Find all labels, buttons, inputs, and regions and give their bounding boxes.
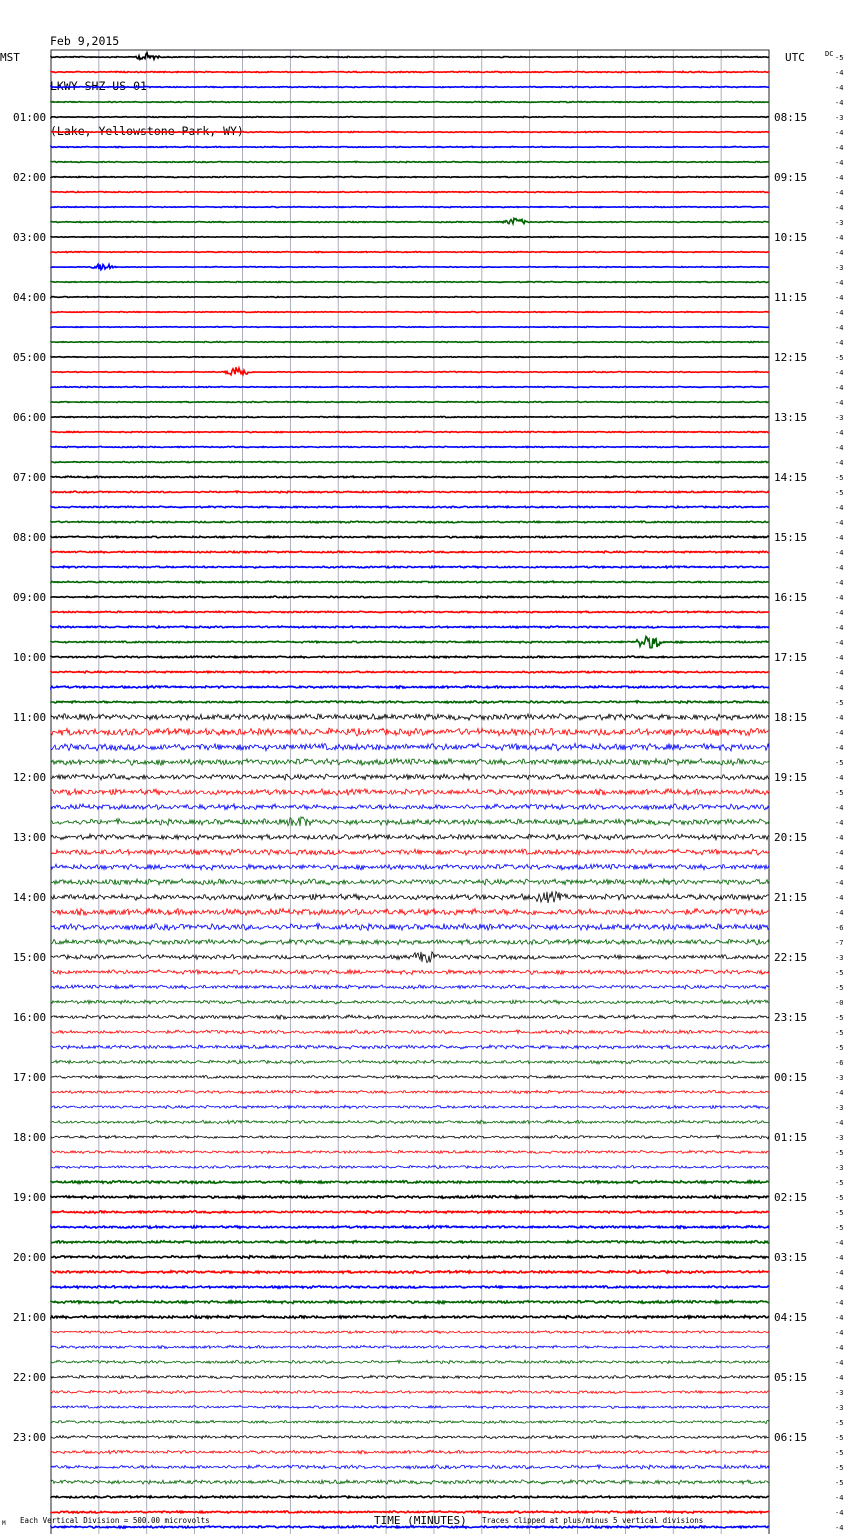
- dc-offset-label: -4: [835, 1314, 844, 1322]
- trace-line: [51, 566, 769, 568]
- trace-line: [51, 191, 769, 192]
- trace-line: [51, 581, 769, 583]
- trace-line: [51, 686, 769, 688]
- dc-offset-label: -4: [835, 459, 844, 467]
- trace-line: [51, 939, 769, 945]
- trace-line: [51, 1271, 769, 1274]
- dc-offset-label: -4: [835, 879, 844, 887]
- trace-line: [51, 908, 769, 915]
- trace-line: [51, 161, 769, 162]
- trace-line: [51, 386, 769, 387]
- dc-offset-label: -5: [835, 1149, 844, 1157]
- left-hour-label: 03:00: [13, 231, 47, 244]
- dc-offset-label: -4: [835, 159, 844, 167]
- right-hour-label: 17:15: [774, 651, 808, 664]
- left-hour-label: 13:00: [13, 831, 47, 844]
- trace-line: [51, 237, 769, 238]
- trace-line: [51, 367, 769, 375]
- trace-line: [51, 71, 769, 72]
- trace-line: [51, 1286, 769, 1288]
- dc-offset-label: -5: [835, 1224, 844, 1232]
- left-hour-label: 23:00: [13, 1431, 47, 1444]
- dc-offset-label: -5: [835, 1014, 844, 1022]
- trace-line: [51, 759, 769, 766]
- trace-line: [51, 637, 769, 648]
- trace-line: [51, 491, 769, 493]
- dc-offset-label: -4: [835, 99, 844, 107]
- dc-offset-label: -4: [835, 1494, 844, 1502]
- dc-offset-label: -4: [835, 864, 844, 872]
- dc-offset-label: -6: [835, 1059, 844, 1067]
- left-hour-label: 04:00: [13, 291, 47, 304]
- trace-line: [51, 476, 769, 478]
- trace-line: [51, 506, 769, 508]
- trace-line: [51, 446, 769, 447]
- trace-line: [51, 1480, 769, 1484]
- dc-offset-label: -5: [835, 489, 844, 497]
- left-hour-label: 19:00: [13, 1191, 47, 1204]
- trace-line: [51, 1390, 769, 1393]
- left-hour-label: 09:00: [13, 591, 47, 604]
- dc-offset-label: -4: [835, 1269, 844, 1277]
- dc-offset-label: -5: [835, 699, 844, 707]
- dc-offset-label: -4: [835, 174, 844, 182]
- dc-offset-label: -0: [835, 999, 844, 1007]
- dc-offset-label: -4: [835, 834, 844, 842]
- dc-offset-label: -4: [835, 234, 844, 242]
- dc-offset-label: -4: [835, 369, 844, 377]
- corner-mark: M: [2, 1520, 6, 1527]
- dc-offset-label: -5: [835, 1194, 844, 1202]
- right-hour-label: 16:15: [774, 591, 808, 604]
- dc-offset-label: -5: [835, 1434, 844, 1442]
- right-hour-label: 03:15: [774, 1251, 808, 1264]
- trace-line: [51, 1090, 769, 1093]
- dc-offset-label: -4: [835, 504, 844, 512]
- dc-offset-label: -4: [835, 1299, 844, 1307]
- trace-line: [51, 1030, 769, 1034]
- trace-lines: [51, 53, 769, 1534]
- dc-offset-label: -4: [835, 279, 844, 287]
- right-hour-label: 12:15: [774, 351, 808, 364]
- dc-offset-label: -4: [835, 684, 844, 692]
- trace-line: [51, 265, 769, 270]
- trace-line: [51, 1316, 769, 1319]
- left-hour-label: 16:00: [13, 1011, 47, 1024]
- trace-line: [51, 357, 769, 358]
- trace-line: [51, 970, 769, 975]
- trace-line: [51, 774, 769, 780]
- left-hour-label: 07:00: [13, 471, 47, 484]
- trace-line: [51, 551, 769, 553]
- dc-offset-label: -3: [835, 1074, 844, 1082]
- left-hour-label: 11:00: [13, 711, 47, 724]
- dc-offset-label: -4: [835, 669, 844, 677]
- trace-line: [51, 53, 769, 60]
- dc-offset-label: -4: [835, 639, 844, 647]
- trace-line: [51, 626, 769, 628]
- trace-line: [51, 1166, 769, 1169]
- dc-offset-label: -4: [835, 744, 844, 752]
- dc-offset-label: -5: [835, 789, 844, 797]
- trace-line: [51, 1015, 769, 1019]
- dc-offset-label: -4: [835, 1344, 844, 1352]
- trace-line: [51, 743, 769, 751]
- left-hour-label: 17:00: [13, 1071, 47, 1084]
- trace-line: [51, 1241, 769, 1244]
- trace-line: [51, 1211, 769, 1214]
- dc-offset-label: -4: [835, 564, 844, 572]
- trace-line: [51, 1435, 769, 1438]
- right-hour-label: 20:15: [774, 831, 808, 844]
- left-hour-label: 02:00: [13, 171, 47, 184]
- trace-line: [51, 341, 769, 342]
- dc-offset-label: -3: [835, 114, 844, 122]
- right-timezone-label: UTC: [785, 51, 805, 64]
- trace-line: [51, 671, 769, 673]
- dc-offset-label: -4: [835, 129, 844, 137]
- dc-offset-label: -4: [835, 444, 844, 452]
- right-hour-label: 08:15: [774, 111, 808, 124]
- dc-offset-label: -4: [835, 1239, 844, 1247]
- trace-line: [51, 728, 769, 736]
- left-timezone-label: MST: [0, 51, 20, 64]
- dc-offset-label: -4: [835, 294, 844, 302]
- dc-offset-label: -4: [835, 384, 844, 392]
- trace-line: [51, 1420, 769, 1423]
- right-hour-label: 15:15: [774, 531, 808, 544]
- dc-offset-label: -4: [835, 804, 844, 812]
- dc-offset-label: -4: [835, 429, 844, 437]
- trace-line: [51, 879, 769, 885]
- trace-line: [51, 431, 769, 432]
- trace-line: [51, 1345, 769, 1348]
- dc-offset-label: -5: [835, 1419, 844, 1427]
- dc-offset-label: -7: [835, 939, 844, 947]
- dc-offset-label: -4: [835, 549, 844, 557]
- dc-offset-label: -5: [835, 1179, 844, 1187]
- trace-line: [51, 1226, 769, 1229]
- dc-offset-label: -4: [835, 594, 844, 602]
- right-hour-label: 11:15: [774, 291, 808, 304]
- trace-line: [51, 1465, 769, 1469]
- dc-offset-label: -4: [835, 1254, 844, 1262]
- trace-line: [51, 611, 769, 613]
- trace-line: [51, 461, 769, 462]
- dc-offset-label: -4: [835, 1284, 844, 1292]
- dc-offset-label: -3: [835, 414, 844, 422]
- dc-offset-label: -4: [835, 204, 844, 212]
- dc-offset-label: -4: [835, 84, 844, 92]
- dc-offset-label: -4: [835, 399, 844, 407]
- dc-offset-label: -4: [835, 519, 844, 527]
- left-hour-label: 01:00: [13, 111, 47, 124]
- trace-line: [51, 1135, 769, 1138]
- dc-offset-label: -5: [835, 1029, 844, 1037]
- trace-line: [51, 701, 769, 703]
- trace-line: [51, 312, 769, 313]
- dc-offset-label: -4: [835, 249, 844, 257]
- dc-offset-label: -3: [835, 1404, 844, 1412]
- dc-offset-label: -4: [835, 1089, 844, 1097]
- x-axis-title: TIME (MINUTES): [374, 1514, 467, 1527]
- right-hour-label: 05:15: [774, 1371, 808, 1384]
- dc-offset-label: -4: [835, 309, 844, 317]
- left-hour-label: 08:00: [13, 531, 47, 544]
- trace-line: [51, 1331, 769, 1334]
- dc-offset-label: -4: [835, 144, 844, 152]
- station-label: LKWY SHZ US 01: [50, 79, 147, 93]
- dc-offset-label: -5: [835, 1449, 844, 1457]
- trace-line: [51, 834, 769, 840]
- dc-offset-label: -5: [835, 1044, 844, 1052]
- right-hour-label: 18:15: [774, 711, 808, 724]
- dc-offset-label: -3: [835, 1164, 844, 1172]
- trace-line: [51, 176, 769, 177]
- left-hour-label: 18:00: [13, 1131, 47, 1144]
- dc-offset-label: -3: [835, 1389, 844, 1397]
- trace-line: [51, 714, 769, 721]
- dc-offset-label: -6: [835, 924, 844, 932]
- right-hour-label: 21:15: [774, 891, 808, 904]
- right-hour-label: 01:15: [774, 1131, 808, 1144]
- dc-offset-label: -5: [835, 969, 844, 977]
- dc-offset-label: -4: [835, 624, 844, 632]
- trace-line: [51, 1406, 769, 1409]
- dc-offset-label: -4: [835, 894, 844, 902]
- trace-line: [51, 401, 769, 402]
- right-hour-label: 13:15: [774, 411, 808, 424]
- trace-line: [51, 218, 769, 223]
- right-hour-label: 23:15: [774, 1011, 808, 1024]
- dc-offset-label: -5: [835, 474, 844, 482]
- dc-offset-label: -4: [835, 579, 844, 587]
- left-hour-label: 15:00: [13, 951, 47, 964]
- trace-line: [51, 87, 769, 88]
- dc-offset-label: -3: [835, 264, 844, 272]
- trace-line: [51, 101, 769, 102]
- right-hour-label: 02:15: [774, 1191, 808, 1204]
- dc-offset-label: -4: [835, 774, 844, 782]
- trace-line: [51, 536, 769, 538]
- dc-offset-label: -4: [835, 1119, 844, 1127]
- trace-line: [51, 1045, 769, 1049]
- trace-line: [51, 924, 769, 931]
- trace-line: [51, 1496, 769, 1498]
- scale-note: Each Vertical Division = 500.00 microvolts: [20, 1516, 210, 1525]
- dc-offset-label: -4: [835, 609, 844, 617]
- trace-line: [51, 416, 769, 417]
- trace-line: [51, 281, 769, 282]
- trace-line: [51, 1375, 769, 1378]
- right-hour-label: 19:15: [774, 771, 808, 784]
- right-hour-label: 09:15: [774, 171, 808, 184]
- right-hour-label: 00:15: [774, 1071, 808, 1084]
- left-hour-label: 21:00: [13, 1311, 47, 1324]
- dc-offset-label: -4: [835, 69, 844, 77]
- location-label: (Lake, Yellowstone Park, WY): [50, 124, 244, 138]
- trace-line: [51, 132, 769, 133]
- trace-line: [51, 864, 769, 870]
- trace-line: [51, 327, 769, 328]
- dc-offset-label: -4: [835, 339, 844, 347]
- dc-offset-label: -4: [835, 1374, 844, 1382]
- date-label: Feb 9,2015: [50, 34, 120, 48]
- trace-line: [51, 656, 769, 658]
- right-hour-label: 10:15: [774, 231, 808, 244]
- left-hour-label: 22:00: [13, 1371, 47, 1384]
- trace-line: [51, 1075, 769, 1078]
- trace-line: [51, 251, 769, 252]
- left-hour-label: 06:00: [13, 411, 47, 424]
- dc-offset-label: -4: [835, 909, 844, 917]
- trace-line: [51, 1105, 769, 1108]
- right-hour-label: 14:15: [774, 471, 808, 484]
- dc-offset-label: -4: [835, 849, 844, 857]
- trace-line: [51, 1150, 769, 1153]
- dc-offset-label: -4: [835, 324, 844, 332]
- dc-offset-label: -4: [835, 819, 844, 827]
- dc-offset-label: -4: [835, 1329, 844, 1337]
- trace-line: [51, 952, 769, 963]
- trace-line: [51, 117, 769, 118]
- trace-line: [51, 1511, 769, 1513]
- trace-line: [51, 849, 769, 855]
- dc-offset-label: -4: [835, 1524, 844, 1532]
- dc-offset-label: -4: [835, 729, 844, 737]
- trace-line: [51, 297, 769, 298]
- dc-offset-label: -5: [835, 354, 844, 362]
- left-hour-label: 12:00: [13, 771, 47, 784]
- trace-line: [51, 1450, 769, 1454]
- trace-line: [51, 891, 769, 903]
- right-hour-label: 04:15: [774, 1311, 808, 1324]
- trace-line: [51, 1060, 769, 1064]
- dc-offset-label: -5: [835, 984, 844, 992]
- trace-line: [51, 1120, 769, 1124]
- dc-offset-label: -4: [835, 189, 844, 197]
- dc-offset-label: -3: [835, 219, 844, 227]
- dc-offset-label: -3: [835, 1134, 844, 1142]
- trace-line: [51, 817, 769, 826]
- trace-line: [51, 1301, 769, 1304]
- dc-offset-label: -4: [835, 1509, 844, 1517]
- trace-line: [51, 804, 769, 810]
- trace-line: [51, 789, 769, 796]
- dc-offset-label: -4: [835, 714, 844, 722]
- trace-line: [51, 1181, 769, 1184]
- dc-offset-label: -5: [835, 759, 844, 767]
- dc-offset-label: -5: [835, 1464, 844, 1472]
- dc-offset-label: -5: [835, 1209, 844, 1217]
- dc-offset-label: -5: [835, 1479, 844, 1487]
- dc-label: DC: [825, 50, 834, 58]
- trace-line: [51, 207, 769, 208]
- dc-offset-label: -4: [835, 1359, 844, 1367]
- left-hour-label: 05:00: [13, 351, 47, 364]
- dc-offset-label: -3: [835, 954, 844, 962]
- dc-offset-label: -4: [835, 654, 844, 662]
- trace-line: [51, 1360, 769, 1364]
- trace-line: [51, 146, 769, 147]
- trace-line: [51, 1196, 769, 1199]
- dc-offset-label: -4: [835, 534, 844, 542]
- left-hour-label: 20:00: [13, 1251, 47, 1264]
- left-hour-label: 14:00: [13, 891, 47, 904]
- trace-line: [51, 596, 769, 598]
- right-hour-label: 06:15: [774, 1431, 808, 1444]
- trace-line: [51, 985, 769, 989]
- right-hour-label: 22:15: [774, 951, 808, 964]
- left-hour-label: 10:00: [13, 651, 47, 664]
- trace-line: [51, 521, 769, 523]
- clip-note: Traces clipped at plus/minus 5 vertical divisions: [482, 1516, 704, 1525]
- trace-line: [51, 1000, 769, 1004]
- dc-offset-label: -5: [835, 54, 844, 62]
- trace-line: [51, 1256, 769, 1259]
- dc-offset-label: -3: [835, 1104, 844, 1112]
